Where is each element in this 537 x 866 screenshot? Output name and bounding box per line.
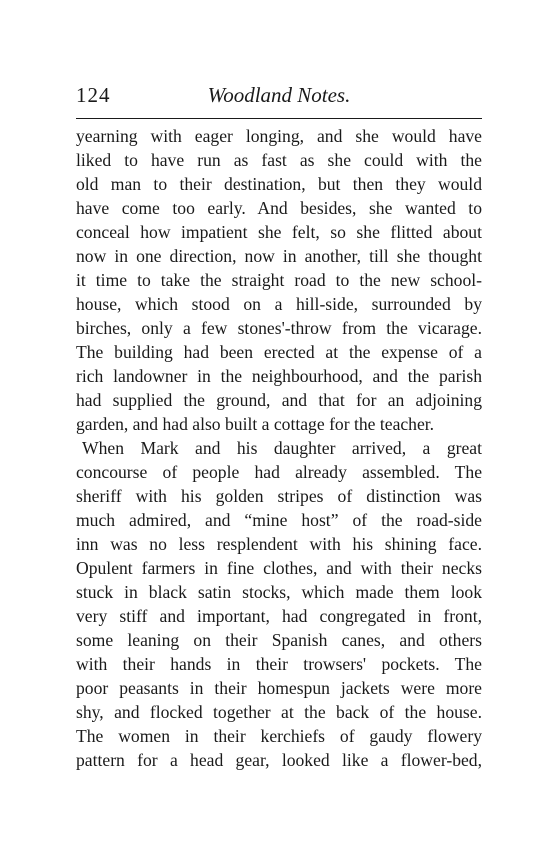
text-line: rich landowner in the neighbourhood, and the parish [76,366,482,386]
text-line: it time to take the straight road to the new school- [76,270,482,290]
text-line: shy, and flocked together at the back of the house. [76,702,482,722]
running-head [76,80,482,110]
text-line: The women in their kerchiefs of gaudy flowery [76,726,482,746]
text-line: inn was no less resplendent with his shining face. [76,534,482,554]
text-line: old man to their destination, but then they would [76,174,482,194]
text-line: have come too early. And besides, she wanted to [76,198,482,218]
text-line: yearning with eager longing, and she would have [76,126,482,146]
text-line: concourse of people had already assembled. The [76,462,482,482]
text-line: with their hands in their trowsers' pockets. The [76,654,482,674]
text-line: sheriff with his golden stripes of distinction was [76,486,482,506]
running-title: Woodland Notes. [207,83,351,107]
text-line: Opulent farmers in fine clothes, and with their necks [76,558,482,578]
header-rule [76,118,482,119]
text-line: very stiff and important, had congregated in front, [76,606,482,626]
text-line: When Mark and his daughter arrived, a great [82,438,482,458]
text-line: now in one direction, now in another, till she thought [76,246,482,266]
text-line: birches, only a few stones'-throw from the vicarage. [76,318,482,338]
text-line: The building had been erected at the expense of a [76,342,482,362]
text-line: conceal how impatient she felt, so she flitted about [76,222,482,242]
text-line: much admired, and “mine host” of the road-side [76,510,482,530]
text-line: liked to have run as fast as she could with the [76,150,482,170]
text-line: house, which stood on a hill-side, surrounded by [76,294,482,314]
text-line: stuck in black satin stocks, which made them look [76,582,482,602]
text-line: garden, and had also built a cottage for the teacher. [76,414,435,434]
text-line: poor peasants in their homespun jackets were more [76,678,482,698]
page-number: 124 [76,83,111,107]
text-line: had supplied the ground, and that for an adjoining [76,390,482,410]
body-text [76,124,482,772]
text-line: some leaning on their Spanish canes, and others [76,630,482,650]
text-line: pattern for a head gear, looked like a flower-bed, [76,750,482,770]
